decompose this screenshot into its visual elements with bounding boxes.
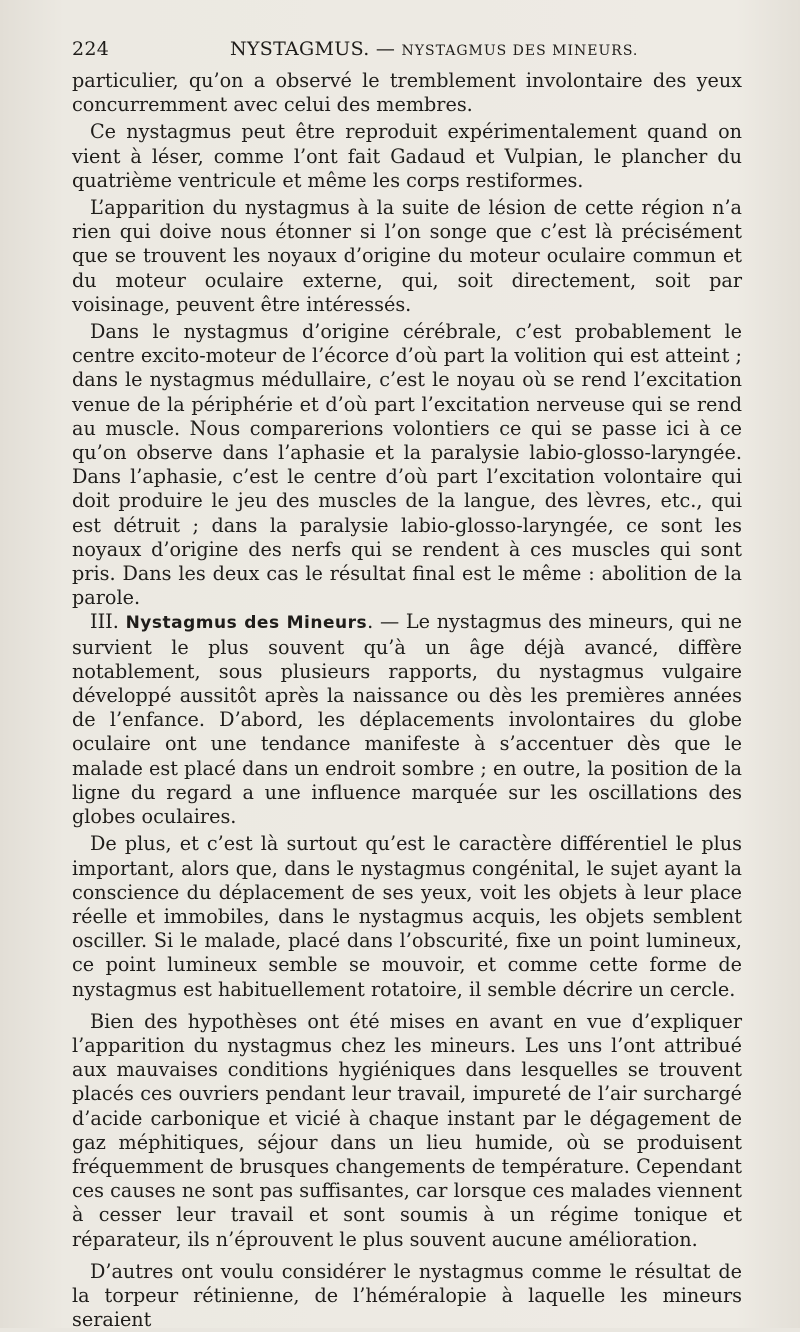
paragraph: Dans le nystagmus d’origine cérébrale, c’est probablement le centre excito-moteur de l’écorce d’où part la volition qui est atteint ; dans le nystagmus médullaire, c’est le noyau où se rend l’excitation venue de la périphérie et d’où part l’excitation nerveuse qui se rend au muscle. Nous comparerions volontiers ce qui se passe ici à ce qu’on observe dans l’aphasie et la paralysie labio-glosso-laryngée. Dans l’aphasie, c’est le centre d’où part l’excitation volontaire qui doit produire le jeu des muscles de la langue, des lèvres, etc., qui est détruit ; dans la paralysie labio-glosso-laryngée, ce sont les noyaux d’origine des nerfs qui se rendent à ces muscles qui sont pris. Dans les deux cas le résultat final est le même : abolition de la parole. [72,320,742,610]
section-number: III. [90,610,119,634]
paragraph: Bien des hypothèses ont été mises en avant en vue d’expliquer l’apparition du nystagmus chez les mineurs. Les uns l’ont attribué aux mauvaises conditions hygiéniques dans lesquelles se trouvent placés ces ouvriers pendant leur travail, impureté de l’air surchargé d’acide carbonique et vicié à chaque instant par le dégagement de gaz méphitiques, séjour dans un lieu humide, où se produisent fréquemment de brusques changements de température. Cependant ces causes ne sont pas suffisantes, car lorsque ces malades viennent à cesser leur travail et sont soumis à un régime tonique et réparateur, ils n’éprouvent le plus souvent aucune amélioration. [72,1009,742,1251]
page-body [72,69,742,1332]
paragraph: De plus, et c’est là surtout qu’est le caractère différentiel le plus important, alors que, dans le nystagmus congénital, le sujet ayant la conscience du déplacement de ses yeux, voit les objets à leur place réelle et immobiles, dans le nystagmus acquis, les objets semblent osciller. Si le malade, placé dans l’obscurité, fixe un point lumineux, ce point lumineux semble se mouvoir, et comme cette forme de nystagmus est habituellement rotatoire, il semble décrire un cercle. [72,832,742,1001]
running-header [72,38,742,64]
section-text: . — Le nystagmus des mineurs, qui ne survient le plus souvent qu’à un âge déjà avancé, diffère notablement, sous plusieurs rapports, du nystagmus vulgaire développé aussitôt après la naissance ou dès les premières années de l’enfance. D’abord, les déplacements involontaires du globe oculaire ont une tendance manifeste à s’accentuer dès que le malade est placé dans un endroit sombre ; en outre, la position de la ligne du regard a une influence marquée sur les oscillations des globes oculaires. [72,610,742,829]
page-number: 224 [72,38,110,60]
section-paragraph [72,610,742,829]
paragraph: Ce nystagmus peut être reproduit expérimentalement quand on vient à léser, comme l’ont fait Gadaud et Vulpian, le plancher du quatrième ventricule et même les corps restiformes. [72,120,742,192]
running-title [230,38,638,60]
running-title-sub: NYSTAGMUS DES MINEURS. [401,43,639,59]
section-title: Nystagmus des Mineurs [125,613,368,634]
paragraph: L’apparition du nystagmus à la suite de lésion de cette région n’a rien qui doive nous étonner si l’on songe que c’est là précisément que se trouvent les noyaux d’origine du moteur oculaire commun et du moteur oculaire externe, qui, soit directement, soit par voisinage, peuvent être intéressés. [72,196,742,316]
paragraph: D’autres ont voulu considérer le nystagmus comme le résultat de la torpeur rétinienne, de l’héméralopie à laquelle les mineurs seraient [72,1259,742,1332]
paragraph: particulier, qu’on a observé le tremblement involontaire des yeux concurremment avec celui des membres. [72,69,742,117]
running-title-main: NYSTAGMUS. — [230,38,396,60]
